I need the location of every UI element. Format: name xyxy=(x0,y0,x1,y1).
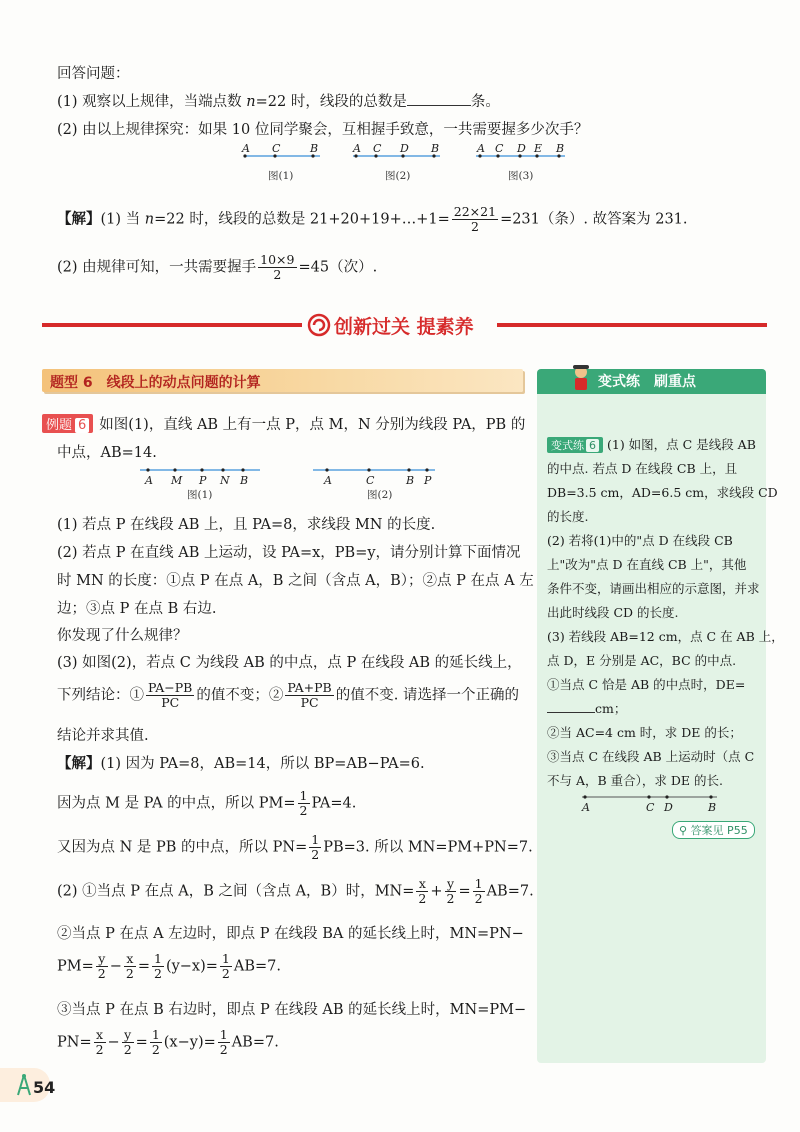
ex-fig2-label-b: B xyxy=(406,474,415,487)
ex-fig2-label-c: C xyxy=(366,474,375,487)
ex-fig1-label-a: A xyxy=(145,474,153,487)
example-figures xyxy=(135,460,455,502)
fig2-caption: 图(2) xyxy=(385,170,411,182)
practice-sidebar xyxy=(537,369,784,1063)
key-icon: ⚲ xyxy=(679,824,688,837)
sidebar-line-10: 点 D，E 分别是 AC，BC 的中点. xyxy=(547,653,737,668)
sidebar-title: 变式练 刷重点 xyxy=(598,374,696,390)
top-figure-1 xyxy=(241,142,320,182)
example-q2-d: 你发现了什么规律？ xyxy=(57,628,188,644)
side-fig-label-c: C xyxy=(646,801,655,814)
sidebar-line-14: ③当点 C 在线段 AB 上运动时（点 C xyxy=(547,749,755,764)
sidebar-line-5: (2) 若将(1)中的"点 D 在线段 CB xyxy=(547,533,733,548)
side-fig-label-a: A xyxy=(582,801,590,814)
banner-title: 创新过关 提素养 xyxy=(334,316,474,338)
ex-fig1-label-n: N xyxy=(220,474,230,487)
fig2-label-d: D xyxy=(400,142,409,155)
answer-blank[interactable] xyxy=(407,93,471,106)
top-question-1: (1) 观察以上规律，当端点数 n=22 时，线段的总数是 条。 xyxy=(57,94,500,110)
example-figure-1 xyxy=(140,468,260,501)
sidebar-line-13: ②当 AC=4 cm 时，求 DE 的长； xyxy=(547,725,742,740)
answer-ref-link[interactable]: ⚲ 答案见 P55 xyxy=(672,821,755,839)
sidebar-line-6: 上"改为"点 D 在直线 CB 上"，其他 xyxy=(547,557,747,572)
top-figures xyxy=(240,140,580,185)
example-tag: 例题 6 xyxy=(42,414,93,433)
sidebar-line-8: 出此时线段 CD 的长度. xyxy=(547,605,679,620)
side-fig-label-d: D xyxy=(664,801,673,814)
de-answer-blank[interactable] xyxy=(547,700,595,713)
top-solution-1: 【解】(1) 当 n=22 时，线段的总数是 21+20+19+…+1= $\frac{22\times 21}{2}$ =231（条）. 故答案为 231. xyxy=(57,204,688,234)
top-figure-3 xyxy=(476,142,565,182)
fig2-label-b: B xyxy=(431,142,440,155)
sidebar-line-12: cm； xyxy=(547,699,626,717)
top-question-2: (2) 由以上规律探究：如果 10 位同学聚会，互相握手致意，一共需要握多少次手？ xyxy=(57,122,589,138)
example-q3-a: (3) 如图(2)，若点 C 为线段 AB 的中点，点 P 在线段 AB 的延长线上， xyxy=(57,655,522,671)
fig1-label-b: B xyxy=(310,142,319,155)
banner-rule-right xyxy=(497,323,767,327)
example-q2-a: (2) 若点 P 在直线 AB 上运动，设 PA=x，PB=y，请分别计算下面情况 xyxy=(57,545,521,561)
sidebar-line-1: 变式练 6 (1) 如图，点 C 是线段 AB xyxy=(547,435,756,453)
fig3-label-d: D xyxy=(517,142,526,155)
spiral-icon xyxy=(306,312,332,338)
fig3-label-c: C xyxy=(495,142,504,155)
solution-2: 因为点 M 是 PA 的中点，所以 PM= $\frac{1}{2}$ PA=4. xyxy=(57,788,357,818)
ex-fig2-label-p: P xyxy=(424,474,432,487)
sidebar-line-2: 的中点. 若点 D 在线段 CB 上，且 xyxy=(547,461,738,476)
solution-7: ③当点 P 在点 B 右边时，即点 P 在线段 AB 的延长线上时，MN=PM− xyxy=(57,1002,527,1018)
example-q3-c: 结论并求其值. xyxy=(57,728,149,744)
solution-4: (2) ①当点 P 在点 A，B 之间（含点 A，B）时，MN= $\frac{x}{2}$ + $\frac{y}{2}$ = $\frac{1}{2}$ AB=7. xyxy=(57,876,534,906)
fig1-caption: 图(1) xyxy=(268,170,294,182)
top-figure-2 xyxy=(352,142,440,182)
sidebar-line-7: 条件不变，请画出相应的示意图，并求 xyxy=(547,581,760,596)
ex-fig2-label-a: A xyxy=(324,474,332,487)
sidebar-line-3: DB=3.5 cm，AD=6.5 cm，求线段 CD xyxy=(547,485,778,500)
example-q3-b: 下列结论：① $\frac{PA-PB}{PC}$ 的值不变；② $\frac{PA+PB}{PC}$ 的值不变. 请选择一个正确的 xyxy=(57,680,519,710)
ex-fig1-label-b: B xyxy=(240,474,249,487)
solution-3: 又因为点 N 是 PB 的中点，所以 PN= $\frac{1}{2}$ PB=3. 所以 MN=PM+PN=7. xyxy=(57,832,533,862)
fig3-label-e: E xyxy=(534,142,543,155)
example-line-1: 例题 6 如图(1)，直线 AB 上有一点 P，点 M，N 分别为线段 PA，PB 的 xyxy=(42,413,525,434)
ex-fig1-label-p: P xyxy=(199,474,207,487)
ex-fig2-caption: 图(2) xyxy=(367,489,393,501)
ex-fig1-caption: 图(1) xyxy=(187,489,213,501)
solution-5: ②当点 P 在点 A 左边时，即点 P 在线段 BA 的延长线上时，MN=PN− xyxy=(57,926,524,942)
example-q2-b: 时 MN 的长度：①点 P 在点 A，B 之间（含点 A，B）；②点 P 在点 A 左 xyxy=(57,573,534,589)
solution-1: 【解】(1) 因为 PA=8，AB=14，所以 BP=AB−PA=6. xyxy=(57,755,425,772)
sidebar-line-15: 不与 A，B 重合），求 DE 的长. xyxy=(547,773,723,788)
solution-8: PN= $\frac{x}{2}$ − $\frac{y}{2}$ = $\frac{1}{2}$ (x−y)= $\frac{1}{2}$ AB=7. xyxy=(57,1027,279,1057)
page-number: 54 xyxy=(33,1078,56,1097)
example-q2-c: 边；③点 P 在点 B 右边. xyxy=(57,601,217,617)
example-figure-2 xyxy=(313,468,435,501)
sidebar-line-11: ①当点 C 恰是 AB 的中点时，DE= xyxy=(547,677,746,692)
compass-icon xyxy=(14,1073,34,1097)
practice-tag: 变式练 6 xyxy=(547,437,603,453)
solution-6: PM= $\frac{y}{2}$ − $\frac{x}{2}$ = $\frac{1}{2}$ (y−x)= $\frac{1}{2}$ AB=7. xyxy=(57,951,281,981)
fig1-label-a: A xyxy=(242,142,250,155)
fig2-label-c: C xyxy=(373,142,382,155)
fig1-label-c: C xyxy=(272,142,281,155)
sidebar-line-9: (3) 若线段 AB=12 cm，点 C 在 AB 上， xyxy=(547,629,784,644)
example-q1: (1) 若点 P 在线段 AB 上，且 PA=8，求线段 MN 的长度. xyxy=(57,517,436,533)
top-intro: 回答问题： xyxy=(57,66,130,82)
fig3-caption: 图(3) xyxy=(508,170,534,182)
banner-rule-left xyxy=(42,323,302,327)
ex-fig1-label-m: M xyxy=(171,474,183,487)
sidebar-line-4: 的长度. xyxy=(547,509,589,524)
section-title: 题型 6 线段上的动点问题的计算 xyxy=(50,375,261,391)
fig3-label-a: A xyxy=(477,142,485,155)
sidebar-figure xyxy=(577,789,727,819)
fig3-label-b: B xyxy=(556,142,565,155)
top-solution-2: (2) 由规律可知，一共需要握手 $\frac{10\times 9}{2}$ =45（次）. xyxy=(57,252,378,282)
side-fig-label-b: B xyxy=(708,801,717,814)
example-line-2: 中点，AB=14. xyxy=(57,445,157,461)
mascot-icon xyxy=(570,364,592,392)
fig2-label-a: A xyxy=(353,142,361,155)
